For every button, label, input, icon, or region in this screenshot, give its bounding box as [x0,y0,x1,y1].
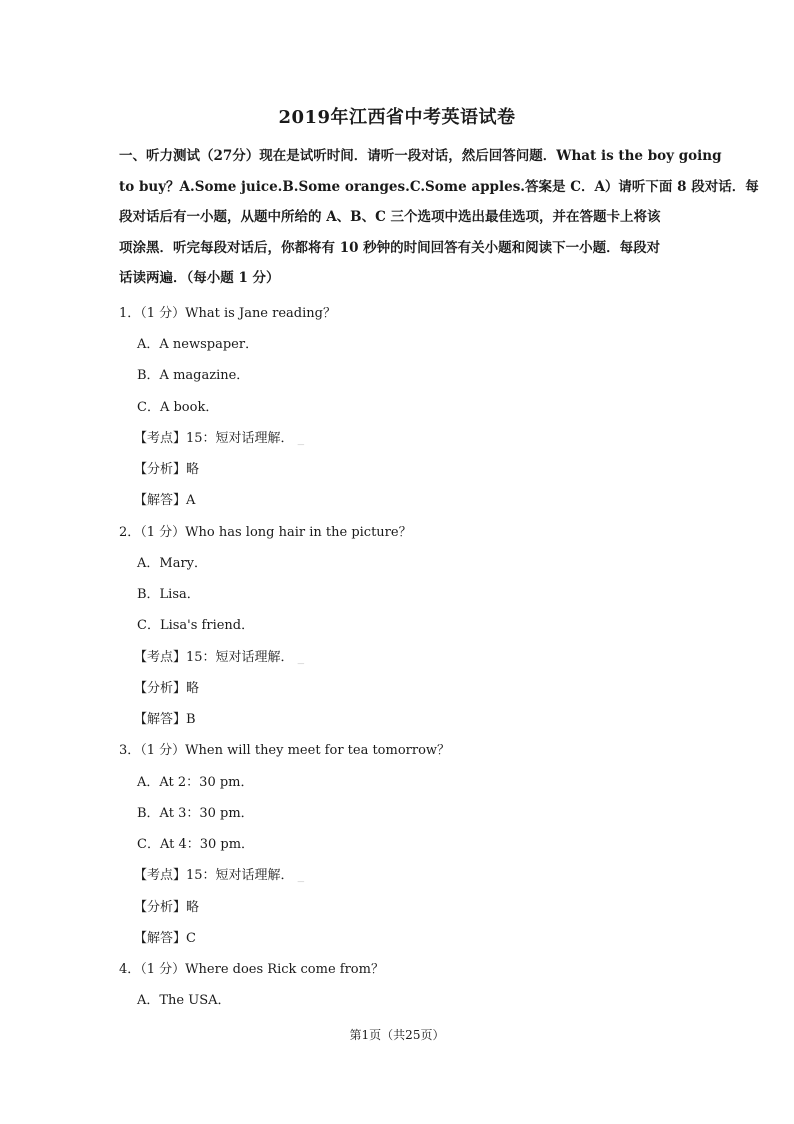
question-1-fenxi: 【分析】略 [134,462,200,477]
question-1-kaodian [134,427,304,446]
question-2-option-a: A．Mary． [137,556,208,571]
question-2-option-c: C．Lisa's friend． [137,618,255,633]
question-4-stem: 4．（1 分）Where does Rick come from？ [119,962,384,977]
page-title: 2019年江西省中考英语试卷 [278,107,516,128]
question-2-kaodian [134,646,304,665]
instruction-line: 一、听力测试（27分）现在是试听时间．请听一段对话，然后回答问题．What is the boy going [119,148,722,164]
question-2-stem: 2．（1 分）Who has long hair in the picture？ [119,525,412,540]
page-footer: 第1页（共25页） [349,1028,445,1042]
question-1-option-a: A．A newspaper． [137,337,259,352]
question-2-fenxi: 【分析】略 [134,681,200,696]
question-3-answer: 【解答】C [134,931,196,946]
question-1-answer: 【解答】A [134,493,196,508]
dim-mark: _ [293,650,305,665]
question-1-option-c: C．A book． [137,400,219,415]
instruction-line: 项涂黑．听完每段对话后，你都将有 10 秒钟的时间回答有关小题和阅读下一小题．每段对 [119,239,661,256]
question-3-option-a: A．At 2：30 pm． [137,775,254,790]
dim-mark: _ [293,431,305,446]
instruction-line: 段对话后有一小题，从题中所给的 A、B、C 三个选项中选出最佳选项，并在答题卡上将该 [119,209,661,225]
question-1-option-b: B．A magazine． [137,368,250,383]
instruction-line: 话读两遍．（每小题 1 分） [119,270,280,286]
question-1-stem: 1．（1 分）What is Jane reading？ [119,306,336,321]
question-3-fenxi: 【分析】略 [134,900,200,915]
kaodian-text: 【考点】15：短对话理解． [134,431,294,446]
question-3-option-c: C．At 4：30 pm． [137,837,255,852]
kaodian-text: 【考点】15：短对话理解． [134,868,294,883]
question-4-option-a: A．The USA． [137,993,231,1008]
question-2-answer: 【解答】B [134,712,196,727]
question-3-option-b: B．At 3：30 pm． [137,806,254,821]
instruction-line: to buy？A.Some juice.B.Some oranges.C.Some apples.答案是 C．A）请听下面 8 段对话．每 [119,178,759,195]
kaodian-text: 【考点】15：短对话理解． [134,650,294,665]
dim-mark: _ [293,868,305,883]
question-3-kaodian [134,864,304,883]
section-instructions [119,141,759,294]
question-2-option-b: B．Lisa． [137,587,200,602]
question-3-stem: 3．（1 分）When will they meet for tea tomorrow？ [119,743,451,758]
